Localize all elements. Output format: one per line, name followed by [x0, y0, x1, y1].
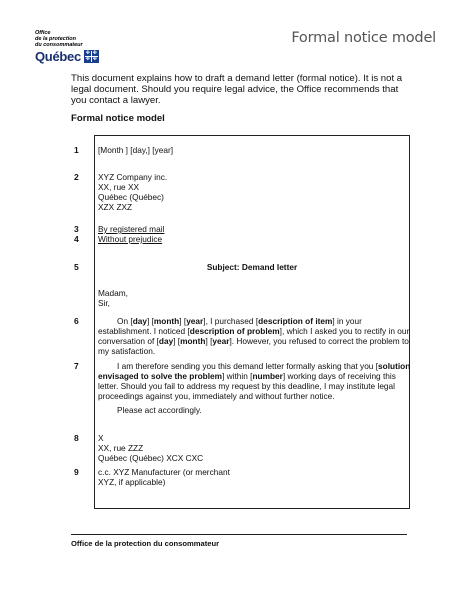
without-prejudice-note: Without prejudice [98, 234, 163, 244]
address-line: XYZ Company inc. [98, 172, 168, 182]
paragraph-demand: I am therefore sending you this demand letter formally asking that you [solution envisaged to solve the problem] within [number] working days of receiving this letter. Should you fail to address my request by this deadline, I may institute legal proceedings against you, immediately and without further notice. [98, 361, 411, 401]
logo-office-line: Office [35, 30, 51, 36]
line-number: 1 [74, 145, 79, 155]
address-line: XZX ZXZ [98, 202, 133, 212]
salutation [98, 288, 410, 308]
footer-divider [71, 534, 407, 535]
line-number: 6 [74, 316, 79, 326]
recipient-address [98, 172, 410, 212]
placeholder-month: month [180, 336, 206, 346]
placeholder-solution: solution envisaged to solve the problem [98, 361, 411, 381]
address-line: Québec (Québec) [98, 192, 164, 202]
footer-text: Office de la protection du consommateur [71, 539, 220, 548]
placeholder-month: month [153, 316, 180, 326]
address-line: XX, rue XX [98, 182, 140, 192]
placeholder-year: year [212, 336, 230, 346]
logo-quebec-wordmark: Québec [35, 49, 81, 64]
section-heading: Formal notice model [71, 113, 165, 124]
opc-logo [35, 30, 99, 64]
registered-mail-note: By registered mail [98, 224, 165, 234]
placeholder-day: day [132, 316, 147, 326]
document-title: Formal notice model [291, 30, 436, 46]
sender-signature [98, 433, 410, 463]
cc-line: XYZ, if applicable) [98, 477, 166, 487]
line-number: 3 [74, 224, 79, 234]
placeholder-item: description of item [258, 316, 333, 326]
placeholder-year: year [186, 316, 204, 326]
signature-line: Québec (Québec) XCX CXC [98, 453, 204, 463]
carbon-copy [98, 467, 410, 487]
line-number: 8 [74, 433, 79, 443]
line-number: 2 [74, 172, 79, 182]
quebec-flag-icon: ✤ ✤ ✤ ✤ [85, 50, 97, 62]
paragraph-purchase: On [day] [month] [year], I purchased [description of item] in your establishment. I noticed [description of problem], which I asked you to rectify in our conversation of [day] [month] [year]. However, you refused to correct the problem to my satisfaction. [98, 316, 410, 356]
line-number: 7 [74, 361, 79, 371]
logo-consommateur-line: du consommateur [35, 42, 83, 48]
cc-line: c.c. XYZ Manufacturer (or merchant [98, 467, 230, 477]
intro-paragraph: This document explains how to draft a demand letter (formal notice). It is not a legal document. Should you require legal advice, the Office recommends that you contact a lawyer. [71, 73, 403, 106]
signature-line: X [98, 433, 104, 443]
mailing-notes [98, 224, 410, 244]
line-number: 5 [74, 262, 79, 272]
salutation-line: Sir, [98, 298, 110, 308]
placeholder-day: day [158, 336, 174, 346]
line-number: 9 [74, 467, 79, 477]
placeholder-problem: description of problem [189, 326, 280, 336]
placeholder-number: number [252, 371, 283, 381]
subject-line: Subject: Demand letter [206, 262, 298, 272]
letter-date: [Month ] [day,] [year] [98, 145, 174, 155]
closing-line: Please act accordingly. [117, 405, 202, 415]
salutation-line: Madam, [98, 288, 128, 298]
line-number: 4 [74, 234, 79, 244]
signature-line: XX, rue ZZZ [98, 443, 144, 453]
logo-protection-line: de la protection [35, 36, 76, 42]
